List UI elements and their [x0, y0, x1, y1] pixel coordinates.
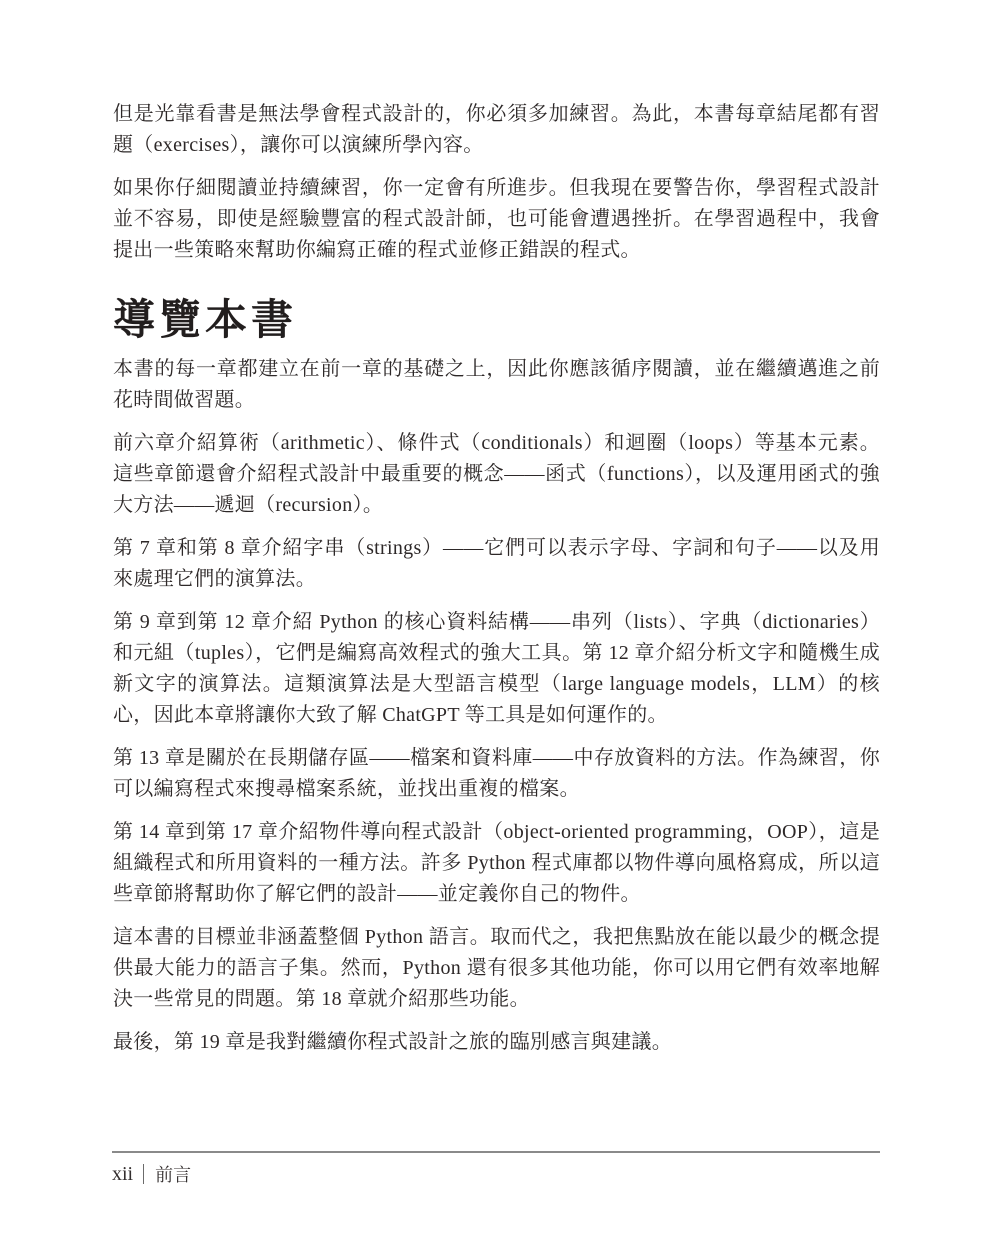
page-footer	[112, 1161, 191, 1187]
body-paragraph: 本書的每一章都建立在前一章的基礎之上，因此你應該循序閱讀，並在繼續邁進之前花時間做習題。	[113, 358, 880, 411]
footer-divider	[112, 1151, 880, 1153]
body-paragraph: 第 7 章和第 8 章介紹字串（strings）——它們可以表示字母、字詞和句子——以及用來處理它們的演算法。	[113, 537, 880, 590]
intro-paragraph: 如果你仔細閱讀並持續練習，你一定會有所進步。但我現在要警告你，學習程式設計並不容易，即使是經驗豐富的程式設計師，也可能會遭遇挫折。在學習過程中，我會提出一些策略來幫助你編寫正確的程式並修正錯誤的程式。	[113, 177, 880, 261]
footer-section-title: 前言	[155, 1165, 192, 1185]
page-number: xii	[112, 1162, 134, 1185]
body-paragraph: 第 13 章是關於在長期儲存區——檔案和資料庫——中存放資料的方法。作為練習，你可以編寫程式來搜尋檔案系統，並找出重複的檔案。	[113, 747, 880, 800]
body-paragraph: 第 14 章到第 17 章介紹物件導向程式設計（object-oriented programming，OOP），這是組織程式和所用資料的一種方法。許多 Python 程式庫都以物件導向風格寫成，所以這些章節將幫助你了解它們的設計——並定義你自己的物件。	[113, 821, 880, 905]
body-paragraph: 這本書的目標並非涵蓋整個 Python 語言。取而代之，我把焦點放在能以最少的概念提供最大能力的語言子集。然而，Python 還有很多其他功能，你可以用它們有效率地解決一些常見的問題。第 18 章就介紹那些功能。	[113, 926, 880, 1010]
page-content	[113, 99, 880, 1070]
intro-paragraph: 但是光靠看書是無法學會程式設計的，你必須多加練習。為此，本書每章結尾都有習題（exercises），讓你可以演練所學內容。	[113, 103, 880, 156]
body-paragraph: 最後，第 19 章是我對繼續你程式設計之旅的臨別感言與建議。	[113, 1031, 672, 1053]
footer-separator	[143, 1164, 144, 1184]
body-paragraph: 前六章介紹算術（arithmetic）、條件式（conditionals）和迴圈（loops）等基本元素。這些章節還會介紹程式設計中最重要的概念——函式（functions），以及運用函式的強大方法——遞迴（recursion）。	[113, 432, 880, 516]
body-paragraph: 第 9 章到第 12 章介紹 Python 的核心資料結構——串列（lists）、字典（dictionaries）和元組（tuples），它們是編寫高效程式的強大工具。第 12 章介紹分析文字和隨機生成新文字的演算法。這類演算法是大型語言模型（large language models，LLM）的核心，因此本章將讓你大致了解 ChatGPT 等工具是如何運作的。	[113, 611, 880, 726]
section-heading: 導覽本書	[113, 296, 298, 343]
